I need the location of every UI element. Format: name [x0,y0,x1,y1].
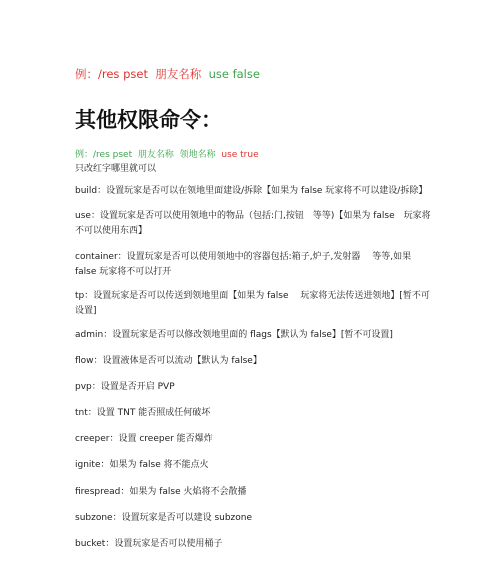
command-subzone [75,511,431,526]
command-name: firespread [75,487,121,497]
command-container [75,250,431,280]
command-description: ：设置玩家是否可以建设 subzone [112,513,253,523]
example-friend-name: 朋友名称 [155,67,202,81]
command-name: creeper [75,434,110,444]
command-description: ：设置 TNT 能否照成任何破坏 [87,408,211,418]
command-name: bucket [75,539,106,549]
example2-friend-name: 朋友名称 [137,150,174,160]
command-name: pvp [75,382,92,392]
example2-area-name: 领地名称 [179,150,216,160]
command-pvp [75,380,431,395]
command-name: build [75,186,98,196]
example2-command: /res pset [93,150,133,160]
example-line-2 [75,147,259,160]
command-tnt [75,406,431,421]
command-name: ignite [75,460,101,470]
example-command: /res pset [98,67,148,81]
command-firespread [75,485,431,500]
example-flag-name: use false [208,67,260,81]
command-name: container [75,252,118,262]
command-flow [75,354,431,369]
command-description: ：设置玩家是否可以传送到领地里面【如果为 false 玩家将无法传送进领地】[暂不可设置] [75,291,430,316]
command-description: ：如果为 false 将不能点火 [100,460,209,470]
command-tp [75,289,431,319]
command-ignite [75,458,431,473]
command-description: ：设置玩家是否可以在领地里面建设/拆除【如果为 false 玩家将不可以建设/拆除】 [97,186,428,196]
example2-flag: use true [221,150,259,160]
command-description: ：设置玩家是否可以修改领地里面的 flags【默认为 false】[暂不可设置] [103,330,393,340]
command-creeper [75,432,431,447]
command-name: flow [75,356,94,366]
example-line-1 [75,66,260,82]
example-prefix: 例： [75,67,98,81]
command-description: ：设置玩家是否可以使用领地中的物品（包括:门,按钮 等等)【如果为 false 玩家将不可以使用东西】 [75,211,431,236]
command-description: ：设置 creeper 能否爆炸 [109,434,213,444]
command-description: ：设置液体是否可以流动【默认为 false】 [93,356,262,366]
command-admin [75,328,431,343]
command-build [75,184,431,199]
command-name: use [75,211,91,221]
section-heading: 其他权限命令： [75,108,222,132]
command-description: ：如果为 false 火焰将不会散播 [120,487,247,497]
example2-prefix: 例： [75,150,94,160]
command-description: ：设置玩家是否可以使用桶子 [105,539,223,549]
instruction-note: 只改红字哪里就可以 [75,164,157,174]
command-description: ：设置玩家是否可以使用领地中的容器包括:箱子,炉子,发射器 等等,如果 false 玩家将不可以打开 [75,252,412,277]
command-use [75,209,431,239]
command-description: ：设置是否开启 PVP [91,382,175,392]
command-name: admin [75,330,104,340]
command-name: tnt [75,408,88,418]
command-name: tp [75,291,85,301]
command-name: subzone [75,513,113,523]
command-bucket [75,537,431,552]
